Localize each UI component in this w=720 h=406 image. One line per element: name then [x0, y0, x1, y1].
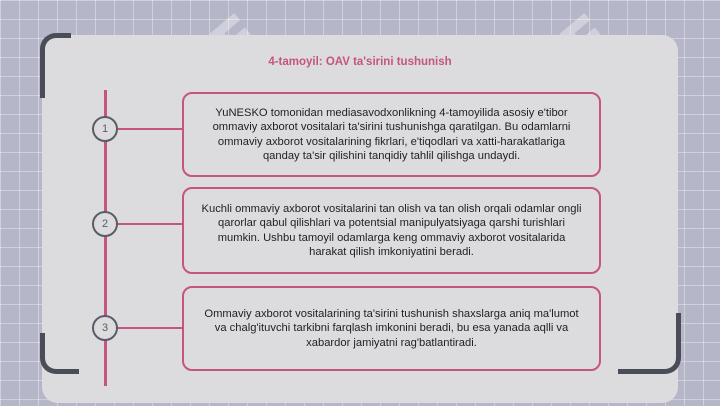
step-number-1: 1 — [92, 116, 118, 142]
step-box-1: YuNESKO tomonidan mediasavodxonlikning 4-tamoyilida asosiy e'tibor ommaviy axborot vositalari ta'sirini tushunishga qaratilgan. Bu odamlarni ommaviy axborot vositalarining fikrlari, e'tiqodlari va xatti-harakatlariga qanday ta'sir qilishini tanqidiy tahlil qilishga undaydi. — [182, 92, 601, 177]
step-connector — [110, 327, 182, 329]
step-number-2: 2 — [92, 211, 118, 237]
corner-bracket-bottom-left — [40, 333, 79, 374]
step-box-2: Kuchli ommaviy axborot vositalarini tan olish va tan olish orqali odamlar ongli qarorlar qabul qilishlari va potentsial manipulyatsiyaga qarshi turishlari mumkin. Ushbu tamoyil odamlarga keng ommaviy axborot vositalarida harakat qilish imkoniyatini beradi. — [182, 187, 601, 274]
step-connector — [110, 128, 182, 130]
slide-title: 4-tamoyil: OAV ta'sirini tushunish — [268, 56, 452, 68]
corner-bracket-bottom-right — [618, 313, 681, 374]
step-box-3: Ommaviy axborot vositalarining ta'sirini tushunish shaxslarga aniq ma'lumot va chalg'ituvchi tarkibni farqlash imkonini beradi, bu esa yanada aqlli va xabardor jamiyatni rag'batlantiradi. — [182, 286, 601, 371]
step-number-3: 3 — [92, 315, 118, 341]
step-connector — [110, 223, 182, 225]
